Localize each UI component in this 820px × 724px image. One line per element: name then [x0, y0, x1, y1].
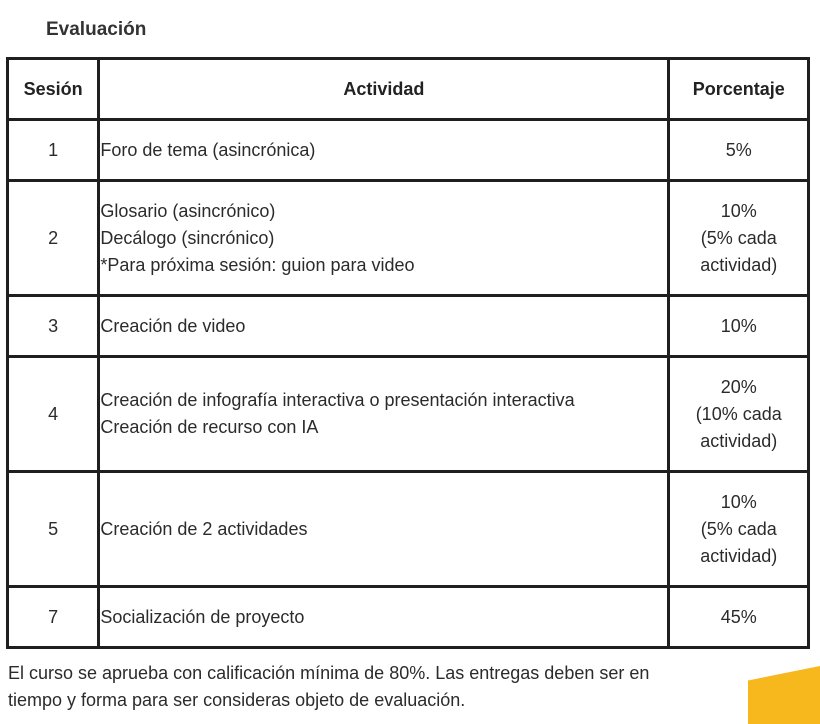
- activity-line: Creación de 2 actividades: [100, 518, 308, 539]
- activity-cell: [99, 357, 669, 472]
- percent-line: (5% cada: [700, 518, 777, 539]
- session-number: 2: [8, 181, 99, 296]
- activity-line: Foro de tema (asincrónica): [100, 139, 316, 160]
- percent-line: actividad): [700, 545, 778, 566]
- table-row: [8, 472, 809, 587]
- activity-line: Glosario (asincrónico): [100, 200, 276, 221]
- activity-line: Decálogo (sincrónico): [100, 227, 275, 248]
- table-row: [8, 587, 809, 648]
- activity-line: Creación de infografía interactiva o presentación interactiva: [100, 390, 575, 410]
- percent-line: 20%: [720, 376, 757, 397]
- percent-line: 5%: [725, 139, 752, 160]
- activity-cell: [99, 587, 669, 648]
- session-number: 5: [8, 472, 99, 587]
- activity-cell: [99, 120, 669, 181]
- percent-cell: [669, 587, 809, 648]
- activity-cell: [99, 181, 669, 296]
- percent-cell: [669, 120, 809, 181]
- percent-line: 45%: [720, 606, 757, 627]
- activity-line: *Para próxima sesión: guion para video: [100, 254, 415, 275]
- table-row: [8, 296, 809, 357]
- header-session: Sesión: [8, 59, 99, 120]
- percent-line: (5% cada: [700, 227, 777, 248]
- table-row: [8, 357, 809, 472]
- section-title: Evaluación: [46, 19, 147, 40]
- corner-decoration: [748, 666, 820, 724]
- session-number: 3: [8, 296, 99, 357]
- percent-line: (10% cada: [695, 403, 782, 424]
- percent-cell: [669, 181, 809, 296]
- table-row: [8, 120, 809, 181]
- activity-cell: [99, 296, 669, 357]
- header-percent: Porcentaje: [669, 59, 809, 120]
- footer-note: [8, 660, 748, 714]
- table-row: [8, 181, 809, 296]
- percent-line: 10%: [720, 491, 757, 512]
- activity-line: Creación de recurso con IA: [100, 417, 319, 437]
- percent-cell: [669, 296, 809, 357]
- footer-note-line: El curso se aprueba con calificación mínima de 80%. Las entregas deben ser en: [8, 663, 650, 683]
- session-number: 7: [8, 587, 99, 648]
- percent-line: 10%: [720, 200, 757, 221]
- percent-cell: [669, 472, 809, 587]
- activity-line: Socialización de proyecto: [100, 606, 305, 627]
- session-number: 1: [8, 120, 99, 181]
- footer-note-line: tiempo y forma para ser consideras objeto de evaluación.: [8, 690, 466, 710]
- percent-line: 10%: [720, 315, 757, 336]
- evaluation-table: [6, 57, 810, 649]
- percent-line: actividad): [700, 430, 778, 451]
- activity-line: Creación de video: [100, 315, 246, 336]
- percent-cell: [669, 357, 809, 472]
- session-number: 4: [8, 357, 99, 472]
- header-activity: Actividad: [99, 59, 669, 120]
- percent-line: actividad): [700, 254, 778, 275]
- table-header-row: [8, 59, 809, 120]
- activity-cell: [99, 472, 669, 587]
